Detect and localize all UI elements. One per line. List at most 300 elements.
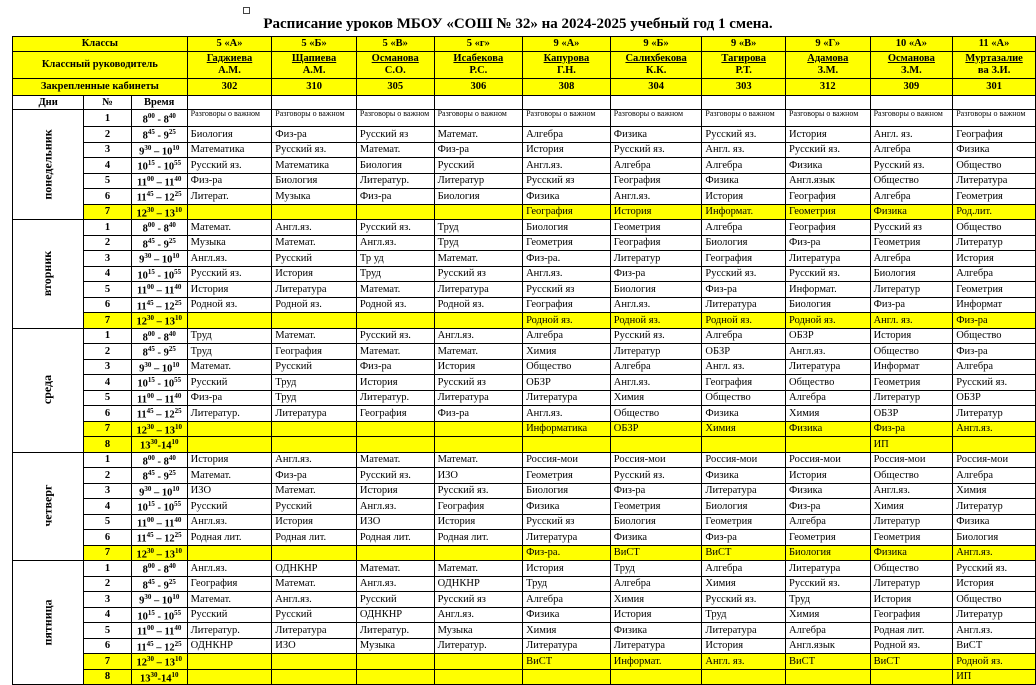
lesson-cell: История bbox=[786, 468, 871, 484]
lesson-number: 6 bbox=[84, 406, 132, 422]
lesson-number: 7 bbox=[84, 654, 132, 670]
lesson-cell: Математ. bbox=[187, 592, 272, 608]
lesson-cell: Англ.язык bbox=[786, 638, 871, 654]
lesson-cell bbox=[434, 654, 523, 670]
lesson-cell: Физ-ра. bbox=[523, 545, 611, 561]
lesson-cell: Труд bbox=[610, 561, 702, 577]
teacher-surname: Исабекова bbox=[453, 52, 504, 64]
lesson-cell: Геометрия bbox=[870, 375, 953, 391]
table-row bbox=[13, 514, 1036, 530]
lesson-cell: Русский bbox=[272, 359, 357, 375]
lesson-cell: Родная лит. bbox=[272, 530, 357, 546]
lesson-time: $11^{00} - 11^{40}$ bbox=[131, 173, 187, 189]
day-label: вторник bbox=[40, 250, 55, 296]
class-teacher-8 bbox=[870, 51, 953, 78]
lesson-cell: Русский bbox=[187, 375, 272, 391]
lesson-cell: Геометрия bbox=[953, 189, 1036, 205]
lesson-cell: Родной яз. bbox=[953, 654, 1036, 670]
lesson-number: 2 bbox=[84, 468, 132, 484]
lesson-cell: Биология bbox=[434, 189, 523, 205]
table-row bbox=[13, 607, 1036, 623]
lesson-cell: География bbox=[786, 220, 871, 236]
lesson-cell: Англ.яз. bbox=[272, 452, 357, 468]
lesson-number: 3 bbox=[84, 142, 132, 158]
lesson-cell: Математ. bbox=[434, 344, 523, 360]
lesson-cell: ИЗО bbox=[187, 483, 272, 499]
lesson-cell: История bbox=[272, 514, 357, 530]
day-label: среда bbox=[40, 374, 55, 405]
lesson-number: 8 bbox=[84, 669, 132, 685]
lesson-cell: Русский bbox=[187, 499, 272, 515]
lesson-cell: География bbox=[523, 297, 611, 313]
lesson-cell: География bbox=[702, 375, 786, 391]
class-name-8: 10 «А» bbox=[870, 37, 953, 52]
lesson-cell: Математ. bbox=[434, 251, 523, 267]
lesson-number: 5 bbox=[84, 623, 132, 639]
lesson-cell: Алгебра bbox=[953, 359, 1036, 375]
lesson-cell bbox=[434, 669, 523, 685]
lesson-cell: Англ. яз. bbox=[870, 313, 953, 329]
lesson-time: $8^{00} - 8^{40}$ bbox=[131, 561, 187, 577]
class-teacher-5 bbox=[610, 51, 702, 78]
lesson-cell: Математ. bbox=[356, 344, 434, 360]
lesson-cell: Геометрия bbox=[786, 530, 871, 546]
lesson-cell: Алгебра bbox=[702, 158, 786, 174]
table-row bbox=[13, 204, 1036, 220]
lesson-cell: Литература bbox=[523, 390, 611, 406]
lesson-cell: Разговоры о важном bbox=[702, 110, 786, 127]
lesson-cell: Музыка bbox=[187, 235, 272, 251]
lesson-cell: Литератур bbox=[610, 251, 702, 267]
lesson-number: 5 bbox=[84, 282, 132, 298]
lesson-cell: Биология bbox=[953, 530, 1036, 546]
lesson-cell bbox=[434, 313, 523, 329]
lesson-cell: Англ.яз. bbox=[953, 545, 1036, 561]
lesson-cell: ОДНКНР bbox=[356, 607, 434, 623]
lesson-cell: Математ. bbox=[356, 282, 434, 298]
lesson-cell: География bbox=[702, 251, 786, 267]
lesson-cell: Родная лит. bbox=[356, 530, 434, 546]
lesson-cell: Математ. bbox=[434, 127, 523, 143]
lesson-cell: Физика bbox=[953, 142, 1036, 158]
lesson-cell: Биология bbox=[610, 514, 702, 530]
lesson-cell: Разговоры о важном bbox=[356, 110, 434, 127]
lesson-cell bbox=[610, 669, 702, 685]
lesson-cell: Русский яз bbox=[434, 266, 523, 282]
lesson-cell bbox=[187, 437, 272, 453]
class-name-0: 5 «А» bbox=[187, 37, 272, 52]
table-row bbox=[13, 483, 1036, 499]
lesson-time: $13^{30}-14^{10}$ bbox=[131, 669, 187, 685]
lesson-cell: Геометрия bbox=[523, 468, 611, 484]
lesson-cell: Общество bbox=[610, 406, 702, 422]
lesson-time: $10^{15} - 10^{55}$ bbox=[131, 607, 187, 623]
lesson-cell: Физика bbox=[786, 483, 871, 499]
class-room-7: 312 bbox=[786, 78, 871, 95]
title-anchor-icon bbox=[243, 7, 250, 14]
lesson-time: $8^{45} - 9^{25}$ bbox=[131, 127, 187, 143]
lesson-cell: Разговоры о важном bbox=[272, 110, 357, 127]
lesson-cell: География bbox=[356, 406, 434, 422]
lesson-time: $8^{45} - 9^{25}$ bbox=[131, 235, 187, 251]
lesson-cell: ОБЗР bbox=[702, 344, 786, 360]
header-row-teachers bbox=[13, 51, 1036, 78]
lesson-cell: Литератур bbox=[953, 235, 1036, 251]
lesson-cell: Англ. яз. bbox=[702, 359, 786, 375]
lesson-cell: Труд bbox=[434, 220, 523, 236]
lesson-cell: Физ-ра bbox=[187, 173, 272, 189]
lesson-cell: Физ-ра bbox=[786, 499, 871, 515]
lesson-cell: Общество bbox=[702, 390, 786, 406]
lesson-cell bbox=[610, 437, 702, 453]
lesson-cell bbox=[356, 669, 434, 685]
lesson-cell: Англ.яз. bbox=[523, 266, 611, 282]
lesson-cell: Россия-мои bbox=[786, 452, 871, 468]
lesson-cell: Англ.яз. bbox=[786, 344, 871, 360]
lesson-cell: Англ.яз. bbox=[870, 483, 953, 499]
lesson-cell: Труд bbox=[523, 576, 611, 592]
lesson-cell: Литература bbox=[610, 638, 702, 654]
lesson-cell: История bbox=[434, 514, 523, 530]
lesson-cell: Англ.яз. bbox=[356, 235, 434, 251]
lesson-cell: Русский яз. bbox=[356, 328, 434, 344]
day-name-0 bbox=[13, 110, 84, 220]
lesson-cell: ОБЗР bbox=[953, 390, 1036, 406]
lesson-cell: Русский яз. bbox=[786, 266, 871, 282]
teacher-surname: Османова bbox=[887, 52, 935, 64]
lesson-cell: ОБЗР bbox=[786, 328, 871, 344]
lesson-number: 3 bbox=[84, 592, 132, 608]
lesson-cell: Россия-мои bbox=[610, 452, 702, 468]
lesson-number: 4 bbox=[84, 607, 132, 623]
lesson-time: $13^{30}-14^{10}$ bbox=[131, 437, 187, 453]
blank-header-5 bbox=[610, 95, 702, 110]
lesson-cell: Биология bbox=[786, 545, 871, 561]
blank-header-3 bbox=[434, 95, 523, 110]
lesson-cell: Родной яз. bbox=[786, 313, 871, 329]
lesson-cell: История bbox=[356, 375, 434, 391]
lesson-time: $12^{30} - 13^{10}$ bbox=[131, 545, 187, 561]
lesson-cell: Литература bbox=[702, 623, 786, 639]
lesson-cell: Англ.яз. bbox=[272, 592, 357, 608]
lesson-cell: ОДНКНР bbox=[272, 561, 357, 577]
blank-header-0 bbox=[187, 95, 272, 110]
lesson-number: 3 bbox=[84, 483, 132, 499]
table-row bbox=[13, 576, 1036, 592]
lesson-cell bbox=[272, 421, 357, 437]
lesson-cell: Физика bbox=[702, 468, 786, 484]
lesson-cell: Математ. bbox=[272, 328, 357, 344]
lesson-time: $9^{30} - 10^{10}$ bbox=[131, 359, 187, 375]
table-row bbox=[13, 545, 1036, 561]
lesson-cell: Физ-ра. bbox=[523, 251, 611, 267]
lesson-cell: География bbox=[272, 344, 357, 360]
lesson-cell: Алгебра bbox=[702, 328, 786, 344]
table-row bbox=[13, 390, 1036, 406]
lesson-cell: Биология bbox=[702, 235, 786, 251]
lesson-cell: Родная лит. bbox=[187, 530, 272, 546]
lesson-cell bbox=[434, 545, 523, 561]
lesson-cell: Математ. bbox=[272, 576, 357, 592]
lesson-cell: История bbox=[523, 561, 611, 577]
lesson-cell: Музыка bbox=[434, 623, 523, 639]
lesson-cell: Алгебра bbox=[953, 468, 1036, 484]
lesson-cell: Труд bbox=[356, 266, 434, 282]
lesson-cell: Русский яз. bbox=[702, 266, 786, 282]
lesson-cell: Алгебра bbox=[870, 251, 953, 267]
lesson-cell: Общество bbox=[953, 592, 1036, 608]
lesson-cell: Литература bbox=[523, 638, 611, 654]
lesson-cell: Биология bbox=[523, 483, 611, 499]
lesson-cell: Русский яз. bbox=[786, 142, 871, 158]
lesson-cell: Алгебра bbox=[870, 189, 953, 205]
lesson-cell: Математ. bbox=[187, 220, 272, 236]
lesson-time: $11^{00} - 11^{40}$ bbox=[131, 623, 187, 639]
lesson-cell: Химия bbox=[610, 592, 702, 608]
lesson-cell bbox=[434, 437, 523, 453]
lesson-cell bbox=[187, 421, 272, 437]
lesson-number: 1 bbox=[84, 452, 132, 468]
lesson-number: 5 bbox=[84, 173, 132, 189]
class-teacher-3 bbox=[434, 51, 523, 78]
lesson-cell: Физ-ра bbox=[356, 189, 434, 205]
lesson-cell: ОДНКНР bbox=[187, 638, 272, 654]
teacher-surname: Капурова bbox=[543, 52, 590, 64]
lesson-cell: Литература bbox=[786, 561, 871, 577]
lesson-cell: Россия-мои bbox=[953, 452, 1036, 468]
lesson-cell: Литератур bbox=[953, 406, 1036, 422]
lesson-cell: Математ. bbox=[434, 561, 523, 577]
lesson-cell: Математ. bbox=[187, 468, 272, 484]
lesson-cell: Математ. bbox=[272, 483, 357, 499]
lesson-cell: Физика bbox=[786, 421, 871, 437]
lesson-cell: Химия bbox=[786, 607, 871, 623]
lesson-time: $10^{15} - 10^{55}$ bbox=[131, 499, 187, 515]
lesson-cell: Физика bbox=[870, 204, 953, 220]
lesson-time: $12^{30} - 13^{10}$ bbox=[131, 654, 187, 670]
lesson-number: 5 bbox=[84, 390, 132, 406]
lesson-number: 2 bbox=[84, 576, 132, 592]
lesson-cell: ВиСТ bbox=[610, 545, 702, 561]
lesson-cell bbox=[356, 313, 434, 329]
lesson-cell: Англ.яз. bbox=[434, 328, 523, 344]
lesson-cell: Русский яз bbox=[870, 220, 953, 236]
lesson-cell: ИЗО bbox=[272, 638, 357, 654]
lesson-cell: Литература bbox=[272, 406, 357, 422]
lesson-number: 2 bbox=[84, 127, 132, 143]
teacher-initials: З.М. bbox=[817, 64, 839, 76]
lesson-cell: Литератур. bbox=[356, 173, 434, 189]
table-row bbox=[13, 421, 1036, 437]
class-teacher-6 bbox=[702, 51, 786, 78]
lesson-cell: Физика bbox=[523, 607, 611, 623]
lesson-cell: Физика bbox=[610, 530, 702, 546]
lesson-cell: География bbox=[610, 235, 702, 251]
lesson-cell bbox=[786, 669, 871, 685]
lesson-cell: Физ-ра bbox=[272, 468, 357, 484]
schedule-table bbox=[12, 36, 1036, 685]
lesson-time: $11^{45} - 12^{25}$ bbox=[131, 297, 187, 313]
day-name-2 bbox=[13, 328, 84, 452]
lesson-time: $11^{45} - 12^{25}$ bbox=[131, 406, 187, 422]
lesson-cell: Русский яз bbox=[356, 127, 434, 143]
lesson-cell: Физика bbox=[702, 173, 786, 189]
lesson-cell: Физика bbox=[702, 406, 786, 422]
lesson-cell: Англ.яз. bbox=[523, 406, 611, 422]
lesson-cell: Физика bbox=[610, 623, 702, 639]
lesson-number: 1 bbox=[84, 328, 132, 344]
lesson-cell bbox=[356, 437, 434, 453]
lesson-number: 7 bbox=[84, 204, 132, 220]
lesson-cell: История bbox=[610, 607, 702, 623]
lesson-cell bbox=[870, 669, 953, 685]
table-row bbox=[13, 623, 1036, 639]
lesson-cell: Литератур. bbox=[187, 623, 272, 639]
lesson-cell: Англ.яз. bbox=[610, 297, 702, 313]
lesson-cell: Геометрия bbox=[786, 204, 871, 220]
table-row bbox=[13, 468, 1036, 484]
lesson-cell bbox=[702, 437, 786, 453]
table-row bbox=[13, 592, 1036, 608]
lesson-cell: Англ.яз. bbox=[272, 220, 357, 236]
rooms-label: Закрепленные кабинеты bbox=[13, 78, 188, 95]
lesson-number: 2 bbox=[84, 344, 132, 360]
lesson-cell: Русский яз. bbox=[953, 561, 1036, 577]
lesson-cell: Информат. bbox=[786, 282, 871, 298]
lesson-cell: Русский bbox=[434, 158, 523, 174]
lesson-time: $8^{45} - 9^{25}$ bbox=[131, 576, 187, 592]
table-row bbox=[13, 530, 1036, 546]
lesson-cell: География bbox=[187, 576, 272, 592]
lesson-cell bbox=[187, 313, 272, 329]
lesson-cell: Литератур bbox=[870, 576, 953, 592]
lesson-cell: Русский яз. bbox=[187, 266, 272, 282]
lesson-cell: Информат. bbox=[702, 204, 786, 220]
day-name-1 bbox=[13, 220, 84, 329]
lesson-number: 6 bbox=[84, 189, 132, 205]
lesson-cell: Физ-ра bbox=[786, 235, 871, 251]
table-row bbox=[13, 375, 1036, 391]
lesson-cell: Разговоры о важном bbox=[434, 110, 523, 127]
class-teacher-2 bbox=[356, 51, 434, 78]
lesson-cell: Литератур. bbox=[187, 406, 272, 422]
lesson-cell: Русский bbox=[272, 499, 357, 515]
table-row bbox=[13, 437, 1036, 453]
lesson-cell: Родной яз. bbox=[356, 297, 434, 313]
lesson-cell: ОБЗР bbox=[610, 421, 702, 437]
time-header: Время bbox=[131, 95, 187, 110]
lesson-time: $10^{15} - 10^{55}$ bbox=[131, 375, 187, 391]
lesson-number: 1 bbox=[84, 220, 132, 236]
class-teacher-1 bbox=[272, 51, 357, 78]
lesson-cell: Биология bbox=[870, 266, 953, 282]
lesson-time: $10^{15} - 10^{55}$ bbox=[131, 266, 187, 282]
lesson-cell: Литература bbox=[953, 173, 1036, 189]
lesson-cell: История bbox=[187, 282, 272, 298]
lesson-time: $9^{30} - 10^{10}$ bbox=[131, 142, 187, 158]
lesson-cell: Физика bbox=[870, 545, 953, 561]
lesson-cell: Физ-ра bbox=[610, 483, 702, 499]
lesson-cell: Русский яз. bbox=[272, 142, 357, 158]
lesson-cell: Англ.яз. bbox=[953, 421, 1036, 437]
lesson-time: $9^{30} - 10^{10}$ bbox=[131, 251, 187, 267]
lesson-number: 4 bbox=[84, 375, 132, 391]
lesson-time: $8^{00} - 8^{40}$ bbox=[131, 328, 187, 344]
lesson-cell: Алгебра bbox=[610, 158, 702, 174]
lesson-cell: Труд bbox=[434, 235, 523, 251]
lesson-cell: Общество bbox=[953, 328, 1036, 344]
lesson-cell: Русский bbox=[356, 592, 434, 608]
lesson-cell: История bbox=[523, 142, 611, 158]
lesson-time: $9^{30} - 10^{10}$ bbox=[131, 592, 187, 608]
lesson-cell: Общество bbox=[870, 468, 953, 484]
lesson-cell: Русский яз bbox=[523, 282, 611, 298]
lesson-time: $8^{45} - 9^{25}$ bbox=[131, 344, 187, 360]
lesson-cell: Англ. яз. bbox=[702, 654, 786, 670]
lesson-cell: История bbox=[702, 189, 786, 205]
lesson-cell: Русский яз. bbox=[356, 468, 434, 484]
lesson-cell bbox=[523, 437, 611, 453]
teacher-initials: А.М. bbox=[302, 64, 326, 76]
lesson-cell: Труд bbox=[272, 375, 357, 391]
lesson-cell: Физика bbox=[523, 189, 611, 205]
lesson-cell: Математ. bbox=[356, 452, 434, 468]
blank-header-9 bbox=[953, 95, 1036, 110]
lesson-cell: Англ.яз. bbox=[610, 189, 702, 205]
lesson-time: $11^{45} - 12^{25}$ bbox=[131, 638, 187, 654]
lesson-time: $8^{00} - 8^{40}$ bbox=[131, 220, 187, 236]
lesson-cell: История bbox=[434, 359, 523, 375]
lesson-cell: Геометрия bbox=[870, 530, 953, 546]
lesson-time: $10^{15} - 10^{55}$ bbox=[131, 158, 187, 174]
class-name-7: 9 «Г» bbox=[786, 37, 871, 52]
lesson-cell: Физ-ра bbox=[953, 313, 1036, 329]
lesson-number: 4 bbox=[84, 266, 132, 282]
lesson-cell bbox=[523, 669, 611, 685]
lesson-cell: Физ-ра bbox=[953, 344, 1036, 360]
lesson-cell: Литература bbox=[786, 359, 871, 375]
lesson-cell: ВиСТ bbox=[870, 654, 953, 670]
day-name-3 bbox=[13, 452, 84, 561]
lesson-cell: Геометрия bbox=[523, 235, 611, 251]
lesson-cell: Алгебра bbox=[870, 142, 953, 158]
teacher-initials: С.О. bbox=[384, 64, 406, 76]
day-name-4 bbox=[13, 561, 84, 685]
lesson-cell: Труд bbox=[187, 344, 272, 360]
lesson-time: $9^{30} - 10^{10}$ bbox=[131, 483, 187, 499]
lesson-cell: Литература bbox=[786, 251, 871, 267]
lesson-cell: ИП bbox=[870, 437, 953, 453]
lesson-cell: Биология bbox=[610, 282, 702, 298]
lesson-cell: Литератур bbox=[870, 282, 953, 298]
lesson-cell: География bbox=[870, 607, 953, 623]
lesson-cell: Родная лит. bbox=[434, 530, 523, 546]
lesson-time: $12^{30} - 13^{10}$ bbox=[131, 421, 187, 437]
lesson-number: 7 bbox=[84, 421, 132, 437]
lesson-cell: Математ. bbox=[434, 452, 523, 468]
lesson-number: 2 bbox=[84, 235, 132, 251]
table-row bbox=[13, 452, 1036, 468]
teacher-initials: Р.Т. bbox=[735, 64, 752, 76]
lesson-cell: История bbox=[786, 127, 871, 143]
lesson-cell: Русский яз. bbox=[786, 576, 871, 592]
lesson-cell: Литератур bbox=[953, 499, 1036, 515]
class-teacher-4 bbox=[523, 51, 611, 78]
lesson-cell: Русский яз. bbox=[434, 483, 523, 499]
lesson-cell bbox=[272, 545, 357, 561]
table-row bbox=[13, 297, 1036, 313]
lesson-cell: Русский яз. bbox=[610, 142, 702, 158]
